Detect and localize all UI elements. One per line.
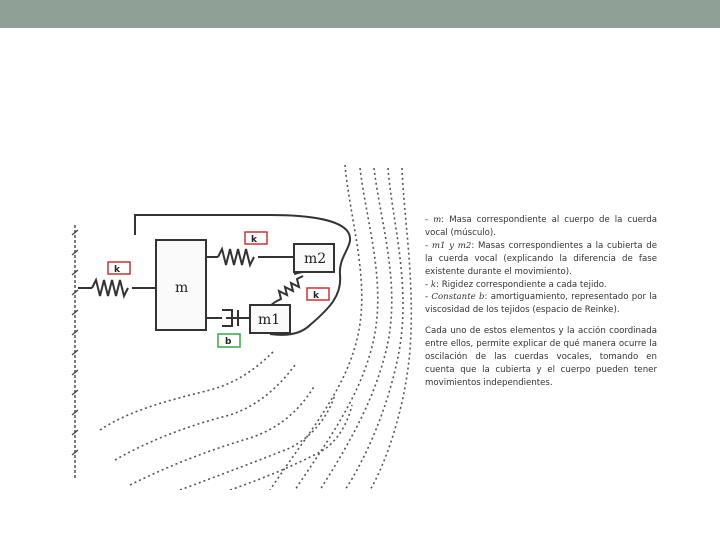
spring-k-top bbox=[206, 249, 294, 265]
desc-k-text: : Rigidez correspondiente a cada tejido. bbox=[436, 279, 607, 290]
description-text bbox=[425, 214, 657, 390]
top-banner bbox=[0, 0, 720, 28]
desc-m: - m: Masa correspondiente al cuerpo de la cuerda vocal (músculo). bbox=[425, 215, 657, 238]
spring-k-left bbox=[78, 280, 156, 296]
symbol-m: m bbox=[433, 215, 442, 225]
vocal-fold-model-diagram bbox=[70, 160, 415, 490]
mass-m-label: m bbox=[175, 280, 189, 296]
spring-k-coupling bbox=[270, 272, 303, 306]
k-right-label: k bbox=[313, 291, 319, 301]
fixed-wall bbox=[72, 225, 78, 480]
b-label: b bbox=[225, 337, 232, 347]
damper-b bbox=[206, 310, 250, 326]
desc-k: - k: Rigidez correspondiente a cada tejido. bbox=[425, 279, 607, 290]
desc-m1-m2: - m1 y m2: Masas correspondientes a la cubierta de la cuerda vocal (explicando la diferencia de fase existente durante el movimiento). bbox=[425, 240, 657, 277]
desc-m-text: : Masa correspondiente al cuerpo de la cuerda vocal (músculo). bbox=[425, 215, 657, 238]
symbol-b: Constante b bbox=[431, 292, 485, 303]
mass-m2-label: m2 bbox=[304, 251, 327, 267]
k-top-label: k bbox=[251, 235, 257, 245]
desc-b: - Constante b: amortiguamiento, representado por la viscosidad de los tejidos (espacio de Reinke). bbox=[425, 292, 657, 316]
symbol-k: k bbox=[430, 279, 437, 290]
mass-m1-label: m1 bbox=[258, 312, 281, 328]
k-left-label: k bbox=[114, 265, 120, 275]
diagram-svg bbox=[70, 160, 415, 490]
desc-b-text: : amortiguamiento, representado por la viscosidad de los tejidos (espacio de Reinke). bbox=[425, 292, 657, 316]
summary-paragraph: Cada uno de estos elementos y la acción coordinada entre ellos, permite explicar de qué manera ocurre la oscilación de las cuerdas vocales, tomando en cuenta que la cubierta y el cuerpo pueden tener movimientos independientes. bbox=[425, 326, 657, 388]
desc-m1-m2-text: : Masas correspondientes a la cubierta de la cuerda vocal (explicando la diferencia de fase existente durante el movimiento). bbox=[425, 240, 657, 277]
symbol-m1-m2: m1 y m2 bbox=[431, 240, 472, 251]
